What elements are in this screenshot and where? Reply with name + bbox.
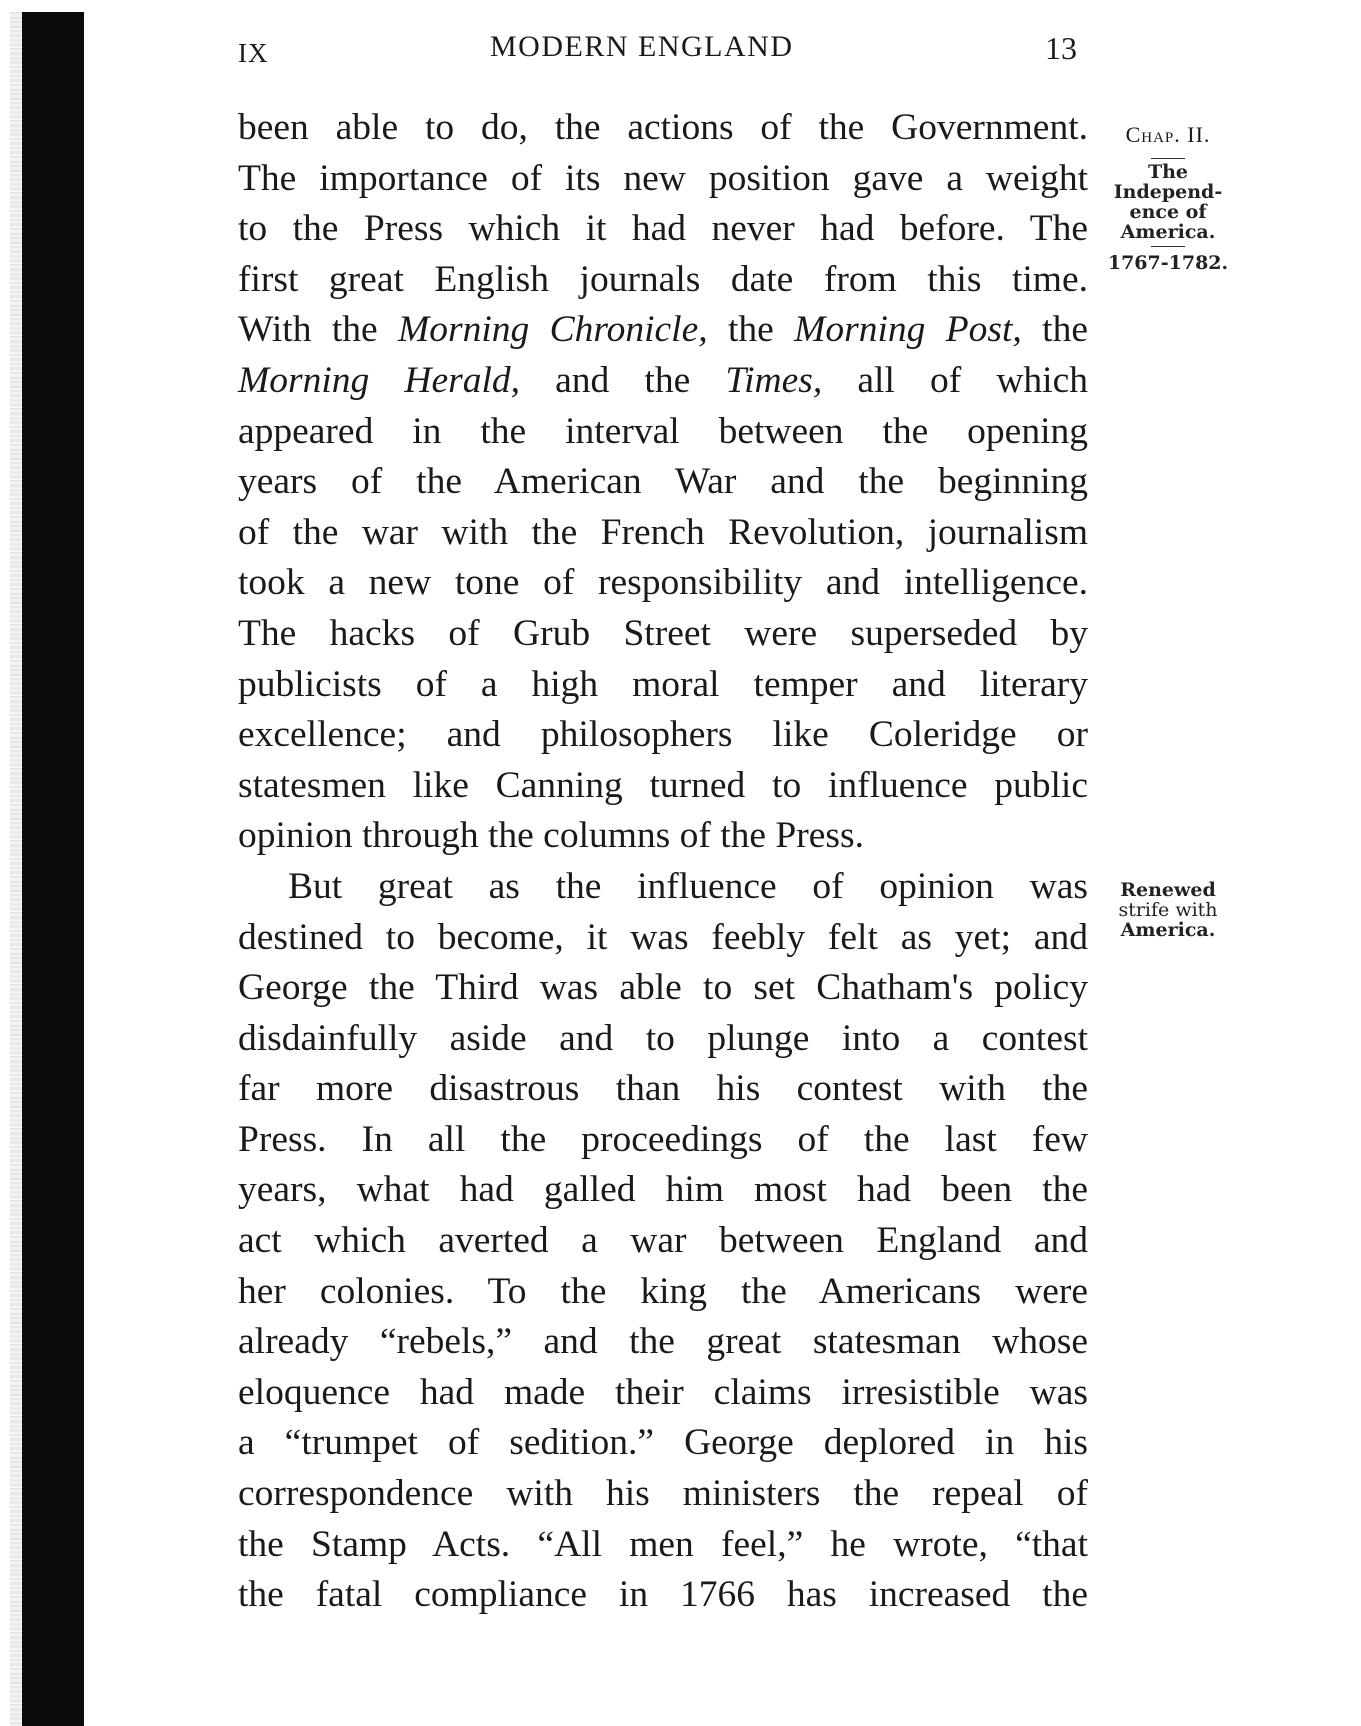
text-line: first great English journals date from this time. bbox=[238, 258, 1088, 300]
text-run: the bbox=[1021, 309, 1088, 351]
text-line bbox=[238, 305, 1088, 356]
margin-note-line: Independ- bbox=[1113, 181, 1223, 203]
text-run: and the bbox=[520, 359, 726, 401]
margin-note-line: The bbox=[1147, 161, 1189, 183]
margin-note-line: America. bbox=[1120, 919, 1216, 941]
margin-note-renewed-strife bbox=[1100, 880, 1236, 940]
text-line: excellence; and philosophers like Coleridge or bbox=[238, 714, 1088, 756]
text-run: all of which bbox=[822, 359, 1088, 401]
text-line: correspondence with his ministers the repeal of bbox=[238, 1473, 1088, 1515]
newspaper-title: Morning Chronicle, bbox=[398, 309, 708, 351]
margin-note-line: Renewed bbox=[1120, 879, 1216, 901]
text-run: the bbox=[707, 309, 795, 351]
running-title: MODERN ENGLAND bbox=[490, 30, 794, 63]
text-line: been able to do, the actions of the Government. bbox=[238, 107, 1088, 148]
margin-rule bbox=[1151, 246, 1185, 247]
margin-note-dates: 1767-1782. bbox=[1107, 252, 1229, 274]
text-line: to the Press which it had never had before. The bbox=[238, 208, 1088, 250]
chapter-roman-numeral: IX bbox=[238, 38, 269, 68]
newspaper-title: Morning Herald, bbox=[238, 359, 520, 401]
margin-note-line: ence of bbox=[1129, 201, 1207, 223]
margin-chapter-label: Chap. II. bbox=[1125, 122, 1211, 147]
margin-note-independence bbox=[1100, 158, 1236, 273]
text-line: the fatal compliance in 1766 has increased the bbox=[238, 1574, 1088, 1616]
text-line: her colonies. To the king the Americans were bbox=[238, 1270, 1088, 1312]
newspaper-title: Times, bbox=[725, 359, 823, 401]
margin-note-line: America. bbox=[1120, 221, 1216, 243]
text-line: years, what had galled him most had been the bbox=[238, 1169, 1088, 1211]
margin-rule bbox=[1151, 158, 1185, 159]
text-line: years of the American War and the beginning bbox=[238, 461, 1088, 503]
main-text bbox=[238, 103, 1088, 1621]
page-number: 13 bbox=[1045, 30, 1077, 66]
text-line: the Stamp Acts. “All men feel,” he wrote, “that bbox=[238, 1523, 1088, 1565]
text-line: destined to become, it was feebly felt as yet; and bbox=[238, 916, 1088, 958]
text-line: already “rebels,” and the great statesman whose bbox=[238, 1321, 1088, 1363]
page-header bbox=[0, 30, 1361, 70]
text-line: appeared in the interval between the opening bbox=[238, 410, 1088, 452]
text-line: statesmen like Canning turned to influence public bbox=[238, 764, 1088, 806]
text-line bbox=[238, 356, 1088, 407]
margin-note-line: strife with bbox=[1118, 899, 1218, 921]
text-line: But great as the influence of opinion was bbox=[288, 865, 1088, 907]
text-line: The importance of its new position gave a weight bbox=[238, 157, 1088, 199]
text-line: act which averted a war between England and bbox=[238, 1220, 1088, 1262]
text-run: With the bbox=[238, 309, 399, 351]
text-line: took a new tone of responsibility and intelligence. bbox=[238, 562, 1088, 604]
text-line: Press. In all the proceedings of the last few bbox=[238, 1118, 1088, 1160]
text-line: eloquence had made their claims irresistible was bbox=[238, 1371, 1088, 1413]
text-line: far more disastrous than his contest with the bbox=[238, 1068, 1088, 1110]
text-line: publicists of a high moral temper and literary bbox=[238, 663, 1088, 705]
text-line: of the war with the French Revolution, journalism bbox=[238, 511, 1088, 553]
text-line: disdainfully aside and to plunge into a contest bbox=[238, 1017, 1088, 1059]
text-line: The hacks of Grub Street were superseded by bbox=[238, 612, 1088, 654]
text-line: a “trumpet of sedition.” George deplored in his bbox=[238, 1422, 1088, 1464]
text-line: opinion through the columns of the Press. bbox=[238, 815, 864, 857]
newspaper-title: Morning Post, bbox=[794, 309, 1022, 351]
text-line: George the Third was able to set Chatham's policy bbox=[238, 967, 1088, 1009]
page-binding-shadow bbox=[22, 12, 84, 1726]
